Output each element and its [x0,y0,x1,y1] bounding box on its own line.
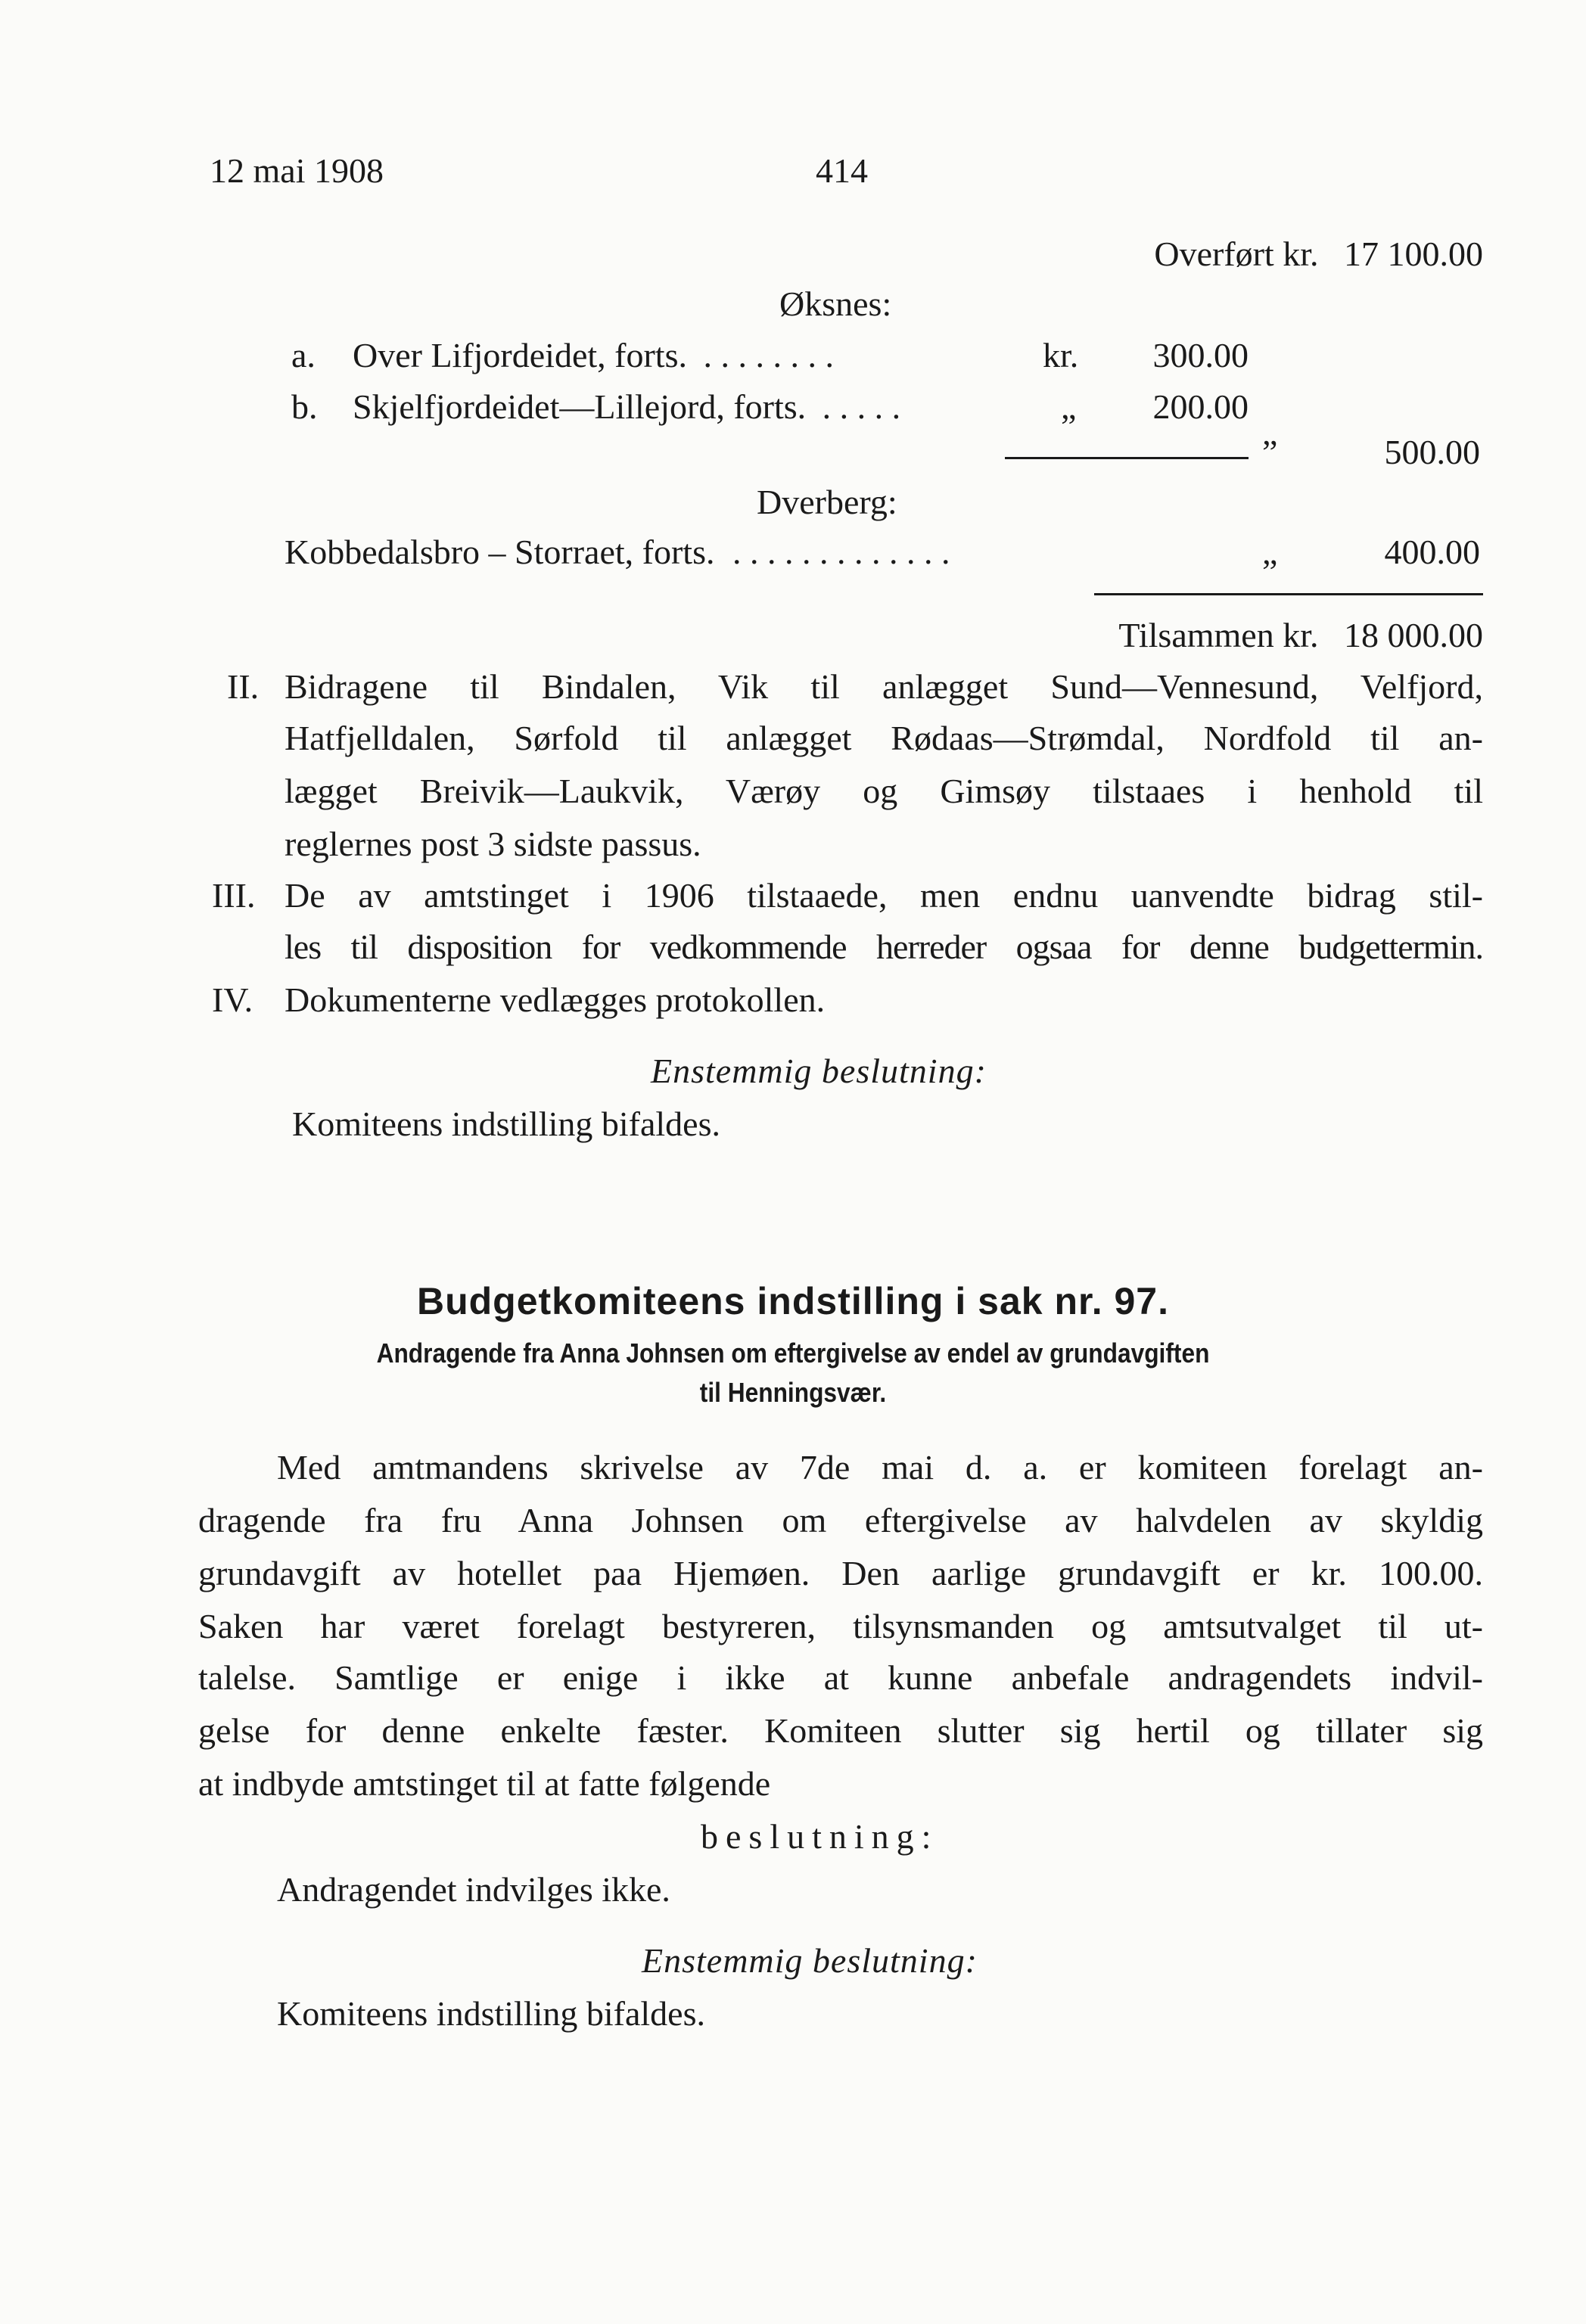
section-iii-line: De av amtstinget i 1906 tilstaaede, men endnu uanvendte bidrag stil- [285,876,1483,915]
oksnes-heading: Øksnes: [779,284,892,323]
item-unit: kr. [1043,336,1079,374]
section-ii-line: reglernes post 3 sidste passus. [285,825,701,863]
subtotal-rule [1005,457,1249,459]
item-amount: 300.00 [1152,336,1249,374]
section-subtitle: Andragende fra Anna Johnsen om eftergivelse av endel av grundavgiften [376,1338,1210,1369]
section-title: Budgetkomiteens indstilling i sak nr. 97. [416,1280,1169,1322]
tilsammen-amount: 18 000.00 [1344,616,1483,654]
tilsammen-label: Tilsammen kr. [1118,616,1319,654]
item-text [353,333,834,378]
section-ii-line: Bidragene til Bindalen, Vik til anlægget Sund—Vennesund, Velfjord, [285,667,1483,706]
decision-text: Komiteens indstilling bifaldes. [292,1105,720,1143]
oksnes-total-unit: ” [1262,433,1278,471]
overfort-line [984,231,1483,277]
dot-leader: . . . . . . . . . . . . . [732,533,950,571]
section-number-iv: IV. [212,980,253,1019]
body-line: Med amtmandens skrivelse av 7de mai d. a. er komiteen forelagt an- [277,1448,1483,1487]
item-description: Skjelfjordeidet—Lillejord, forts. [353,387,807,426]
body-line: gelse for denne enkelte fæster. Komiteen slutter sig hertil og tillater sig [198,1711,1483,1750]
section-iii-line: les til disposition for vedkommende herreder ogsaa for denne budgettermin. [285,927,1483,966]
body-line: Saken har været forelagt bestyreren, tilsynsmanden og amtsutvalget til ut- [198,1607,1483,1645]
section-number-iii: III. [212,876,256,915]
item-letter: b. [291,387,318,426]
decision-heading: Enstemmig beslutning: [651,1052,987,1090]
item-amount: 200.00 [1152,387,1249,426]
decision-heading: Enstemmig beslutning: [642,1941,978,1980]
item-letter: a. [291,336,316,374]
beslutning-heading: beslutning: [701,1817,939,1856]
header-date: 12 mai 1908 [210,151,384,190]
section-subtitle: til Henningsvær. [699,1377,887,1408]
page-number: 414 [816,151,868,190]
section-ii-line: lægget Breivik—Laukvik, Værøy og Gimsøy tilstaaes i henhold til [285,772,1483,810]
body-line: dragende fra fru Anna Johnsen om eftergivelse av halvdelen av skyldig [198,1501,1483,1539]
body-line: at indbyde amtstinget til at fatte følgende [198,1764,771,1803]
item-unit: „ [1061,387,1077,426]
section-ii-line: Hatfjelldalen, Sørfold til anlægget Rødaas—Strømdal, Nordfold til an- [285,719,1483,757]
total-rule [1094,593,1483,595]
overfort-amount: 17 100.00 [1344,235,1483,273]
dot-leader: . . . . . [822,387,901,426]
item-text [285,530,950,575]
item-description: Over Lifjordeidet, forts. [353,336,687,374]
dot-leader: . . . . . . . . [703,336,834,374]
item-text [353,384,900,430]
section-number-ii: II. [227,667,260,706]
section-iv-line: Dokumenterne vedlægges protokollen. [285,980,826,1019]
oksnes-total: 500.00 [1384,433,1480,471]
tilsammen-line [984,613,1483,658]
body-line: talelse. Samtlige er enige i ikke at kunne anbefale andragendets indvil- [198,1658,1483,1697]
item-description: Kobbedalsbro – Storraet, forts. [285,533,715,571]
decision-text: Komiteens indstilling bifaldes. [277,1994,705,2033]
item-amount: 400.00 [1384,533,1480,571]
item-unit: „ [1262,533,1278,571]
dverberg-heading: Dverberg: [757,483,897,521]
overfort-label: Overført kr. [1154,235,1319,273]
beslutning-text: Andragendet indvilges ikke. [277,1870,670,1909]
body-line: grundavgift av hotellet paa Hjemøen. Den aarlige grundavgift er kr. 100.00. [198,1554,1483,1592]
